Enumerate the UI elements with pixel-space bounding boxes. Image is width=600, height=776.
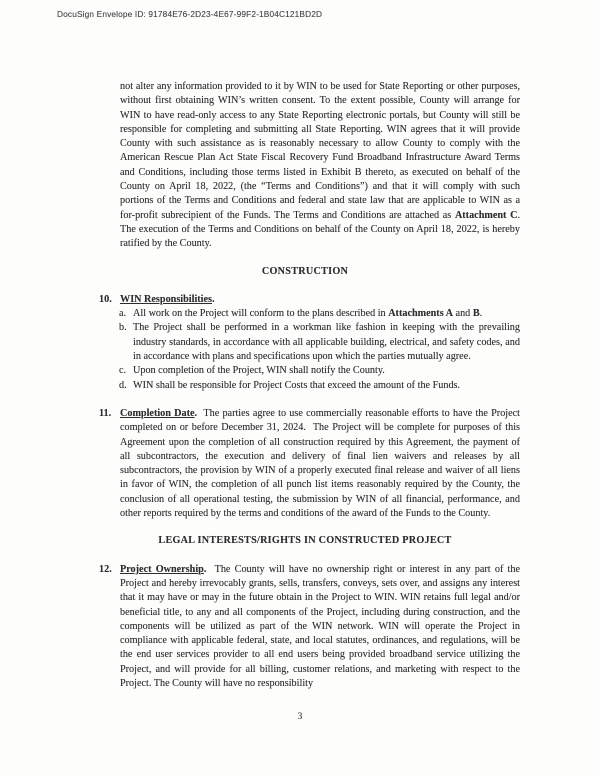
item-11-title: Completion Date [120,407,195,419]
intro-paragraph [120,80,520,252]
sub-item-d-text: WIN shall be responsible for Project Costs that exceed the amount of the Funds. [133,379,461,391]
item-12-number: 12. [99,563,112,575]
attachments-a-reference: Attachments A [388,308,453,320]
item-10-title-period: . [212,293,215,305]
sub-item-c-letter: c. [119,365,127,377]
sub-item-c-text: Upon completion of the Project, WIN shall notify the County. [133,365,385,377]
item-10-title: WIN Responsibilities [120,293,212,305]
item-10-number: 10. [99,293,112,305]
sub-item-c [119,364,520,378]
item-11-number: 11. [99,407,112,419]
section-heading-legal-interests: LEGAL INTERESTS/RIGHTS IN CONSTRUCTED PROJECT [158,535,452,547]
page-number: 3 [297,712,303,722]
item-12-title-period: . [203,563,207,575]
section-heading-construction: CONSTRUCTION [261,265,349,277]
item-12-text: The County will have no ownership right or interest in any part of the Project and hereby irrevocably grants, sells, transfers, conveys, sets over, and assigns any interest that it may have or may in the future obtain in the Project to WIN. WIN retains full legal and/or beneficial title, to any and all components of the Project, including during construction, and the components will be utilized as part of the WIN network. WIN will operate the Project in compliance with applicable federal, state, and local statutes, ordinances, and regulations, will be the end user services provider to all end users being provided broadband service utilizing the Project, and will provide for all billing, customer relations, and marketing with respect to the Project. The County will have no responsibility [120,563,520,689]
docusign-envelope-id: DocuSign Envelope ID: 91784E76-2D23-4E67-99F2-1B04C121BD2D [57,9,323,19]
sub-item-d-letter: d. [119,379,127,391]
sub-item-a-text-mid: and [453,308,473,320]
item-12-title: Project Ownership [120,563,204,575]
sub-item-d [119,379,520,393]
item-10-sublist [119,307,520,393]
item-11-text: The parties agree to use commercially reasonable efforts to have the Project completed on or before December 31, 2024. The Project will be complete for purposes of this Agreement upon the completion of all construction required by this Agreement, the payment of all subcontractors, the execution and delivery of final lien waivers and releases by all subcontractors, the provision by WIN of a properly executed final release and waiver of all liens in favor of WIN, the completion of all punch list items reasonably required by the County, the conclusion of all operational testing, the submission by WIN of all financial, performance, and other reports required by the terms and conditions of the award of the Funds to the County. [120,407,520,520]
attachment-b-reference: B [472,308,480,320]
attachment-c-reference: Attachment C [454,209,518,221]
sub-item-b-letter: b. [119,322,127,334]
sub-item-b [119,321,520,364]
intro-text-pre: not alter any information provided to it by WIN to be used for State Reporting or other purposes, without first obtaining WIN’s written consent. To the extent possible, County will arrange for WIN to have read-only access to any State Reporting electronic portals, but County will still be responsible for completing and submitting all State Reporting. WIN agrees that it will provide County with such assistance as is reasonably necessary to allow County to comply with the American Rescue Plan Act State Fiscal Recovery Fund Broadband Infrastructure Award Terms and Conditions, including those terms listed in Exhibit B thereto, as executed on behalf of the County on April 18, 2022, (the “Terms and Conditions”) and that it will comply with such portions of the Terms and Conditions and federal and state law that are applicable to WIN as a for-profit subrecipient of the Funds. The Terms and Conditions are attached as [120,81,520,221]
document-body [99,80,520,691]
item-12 [99,563,520,692]
item-11-title-period: . [194,407,198,419]
sub-item-a-text-post: . [479,308,483,320]
intro-text-post: . The execution of the Terms and Conditions on behalf of the County on April 18, 2022, is hereby ratified by the County. [120,209,520,250]
item-10 [99,293,520,393]
item-11 [99,407,520,521]
sub-item-a-letter: a. [119,308,127,320]
sub-item-a [119,307,520,321]
sub-item-b-text: The Project shall be performed in a workman like fashion in keeping with the prevailing industry standards, in accordance with all applicable building, electrical, and safety codes, and in accordance with plans and specifications upon which the parties mutually agree. [133,322,520,363]
sub-item-a-text-pre: All work on the Project will conform to the plans described in [133,308,389,320]
